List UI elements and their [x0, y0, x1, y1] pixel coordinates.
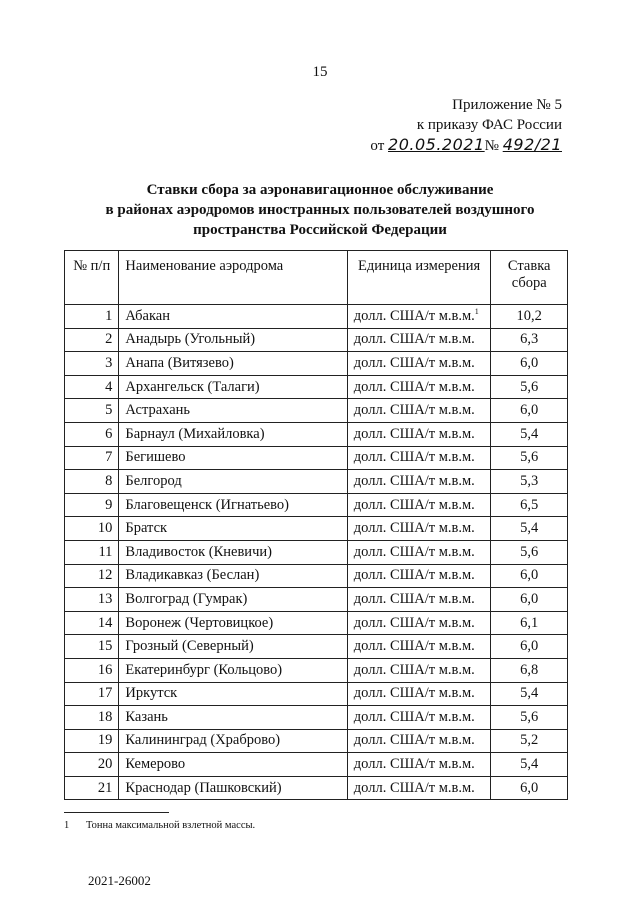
row-number-text: 9 [105, 496, 113, 513]
unit-text: долл. США/т м.в.м. [353, 732, 475, 749]
table-row [65, 446, 568, 470]
row-number-text: 20 [97, 756, 113, 773]
row-number-text: 4 [105, 378, 113, 395]
appendix-title: Приложение № 5 [452, 97, 562, 113]
row-number [65, 611, 119, 635]
rate [491, 540, 568, 564]
rate-text: 5,4 [520, 756, 539, 773]
aerodrome-name [119, 588, 347, 612]
aerodrome-name-text: Грозный (Северный) [125, 638, 254, 655]
rate [491, 658, 568, 682]
unit-text: долл. США/т м.в.м. [353, 354, 475, 371]
rate [491, 588, 568, 612]
unit [347, 493, 491, 517]
rate-text: 6,0 [520, 567, 539, 584]
table-row [65, 776, 568, 800]
rate-text: 6,0 [520, 590, 539, 607]
unit-text: долл. США/т м.в.м. [353, 449, 475, 466]
rate-text: 6,5 [520, 496, 539, 513]
unit [347, 729, 491, 753]
footnote-reference: 1 [474, 307, 479, 317]
aerodrome-name [119, 517, 347, 541]
unit [347, 375, 491, 399]
rate-text: 6,1 [520, 614, 539, 631]
row-number [65, 729, 119, 753]
unit-text: долл. США/т м.в.м. [353, 496, 475, 513]
rate [491, 635, 568, 659]
rate [491, 328, 568, 352]
handwritten-order-number: 492/21 [502, 135, 562, 154]
unit [347, 658, 491, 682]
aerodrome-name-text: Иркутск [125, 685, 178, 702]
date-prefix: от [370, 138, 385, 154]
document-code: 2021-26002 [88, 873, 151, 888]
rate-text: 6,0 [520, 402, 539, 419]
row-number [65, 776, 119, 800]
row-number [65, 470, 119, 494]
unit [347, 682, 491, 706]
header-rate: Ставка сбора [491, 251, 568, 305]
unit-text: долл. США/т м.в.м. [353, 543, 475, 560]
aerodrome-name [119, 729, 347, 753]
document-title [0, 180, 640, 240]
rate-text: 6,0 [520, 779, 539, 796]
rate [491, 517, 568, 541]
row-number [65, 564, 119, 588]
aerodrome-name [119, 753, 347, 777]
aerodrome-name [119, 446, 347, 470]
row-number [65, 588, 119, 612]
footnote-divider [64, 812, 169, 813]
appendix-date-number [342, 135, 562, 156]
page-number: 15 [312, 64, 328, 80]
rate [491, 776, 568, 800]
rate [491, 446, 568, 470]
unit-text: долл. США/т м.в.м. [353, 638, 475, 655]
unit-text: долл. США/т м.в.м. [353, 614, 475, 631]
rate [491, 753, 568, 777]
aerodrome-name [119, 658, 347, 682]
unit [347, 352, 491, 376]
aerodrome-name [119, 611, 347, 635]
table-row [65, 470, 568, 494]
row-number [65, 328, 119, 352]
row-number [65, 422, 119, 446]
row-number-text: 2 [105, 331, 113, 348]
aerodrome-name [119, 470, 347, 494]
aerodrome-name [119, 493, 347, 517]
rate [491, 422, 568, 446]
aerodrome-name-text: Калининград (Храброво) [125, 732, 281, 749]
aerodrome-name-text: Владивосток (Кневичи) [125, 543, 272, 560]
unit [347, 753, 491, 777]
aerodrome-name-text: Архангельск (Талаги) [125, 378, 260, 395]
rate [491, 682, 568, 706]
appendix-block [342, 95, 562, 156]
row-number [65, 352, 119, 376]
row-number-text: 10 [97, 520, 113, 537]
aerodrome-name [119, 706, 347, 730]
aerodrome-name-text: Белгород [125, 472, 182, 489]
aerodrome-name [119, 776, 347, 800]
unit-text: долл. США/т м.в.м. [353, 520, 475, 537]
row-number [65, 517, 119, 541]
footnote [64, 820, 255, 831]
rate [491, 375, 568, 399]
row-number [65, 375, 119, 399]
row-number-text: 18 [97, 708, 113, 725]
rate-text: 5,3 [520, 472, 539, 489]
rate-text: 5,6 [520, 543, 539, 560]
row-number-text: 15 [97, 638, 113, 655]
unit-text: долл. США/т м.в.м. [353, 425, 475, 442]
aerodrome-name-text: Волгоград (Гумрак) [125, 590, 248, 607]
rate-text: 5,6 [520, 708, 539, 725]
aerodrome-name-text: Кемерово [125, 756, 186, 773]
row-number-text: 14 [97, 614, 113, 631]
number-prefix: № [484, 138, 499, 154]
unit [347, 540, 491, 564]
rate-text: 6,3 [520, 331, 539, 348]
rates-table [64, 250, 568, 800]
aerodrome-name [119, 422, 347, 446]
row-number [65, 706, 119, 730]
unit-text: долл. США/т м.в.м. [353, 378, 475, 395]
row-number-text: 1 [105, 307, 113, 324]
unit [347, 776, 491, 800]
row-number [65, 446, 119, 470]
row-number-text: 13 [97, 590, 113, 607]
aerodrome-name-text: Казань [125, 708, 168, 725]
table-row [65, 399, 568, 423]
aerodrome-name [119, 352, 347, 376]
table-row [65, 540, 568, 564]
unit-text: долл. США/т м.в.м. [353, 308, 475, 325]
unit-text: долл. США/т м.в.м. [353, 685, 475, 702]
unit [347, 588, 491, 612]
unit-text: долл. США/т м.в.м. [353, 402, 475, 419]
aerodrome-name-text: Анапа (Витязево) [125, 354, 234, 371]
unit [347, 305, 491, 329]
row-number [65, 682, 119, 706]
row-number [65, 399, 119, 423]
table-row [65, 493, 568, 517]
unit [347, 422, 491, 446]
table-row [65, 305, 568, 329]
unit [347, 564, 491, 588]
aerodrome-name-text: Барнаул (Михайловка) [125, 425, 265, 442]
row-number [65, 493, 119, 517]
aerodrome-name-text: Бегишево [125, 449, 186, 466]
unit [347, 446, 491, 470]
rate-text: 5,6 [520, 378, 539, 395]
aerodrome-name-text: Братск [125, 520, 168, 537]
table-row [65, 328, 568, 352]
title-line-3: пространства Российской Федерации [193, 222, 447, 238]
aerodrome-name [119, 540, 347, 564]
table-row [65, 658, 568, 682]
rate [491, 470, 568, 494]
aerodrome-name-text: Абакан [125, 307, 170, 324]
rate-text: 6,0 [520, 354, 539, 371]
unit [347, 399, 491, 423]
aerodrome-name [119, 399, 347, 423]
table-row [65, 682, 568, 706]
table-row [65, 517, 568, 541]
title-line-2: в районах аэродромов иностранных пользователей воздушного [105, 202, 535, 218]
unit [347, 611, 491, 635]
rate [491, 305, 568, 329]
table-row [65, 635, 568, 659]
table-row [65, 422, 568, 446]
table-header-row [65, 251, 568, 305]
unit-text: долл. США/т м.в.м. [353, 756, 475, 773]
rate [491, 706, 568, 730]
handwritten-date: 20.05.2021 [388, 135, 485, 154]
rate-text: 6,8 [520, 661, 539, 678]
row-number-text: 7 [105, 449, 113, 466]
rate-text: 5,4 [520, 520, 539, 537]
rate [491, 729, 568, 753]
row-number [65, 753, 119, 777]
row-number-text: 5 [105, 402, 113, 419]
row-number-text: 8 [105, 472, 113, 489]
row-number-text: 19 [97, 732, 113, 749]
unit [347, 706, 491, 730]
appendix-order-ref: к приказу ФАС России [416, 117, 562, 133]
rate [491, 611, 568, 635]
row-number-text: 11 [98, 543, 113, 560]
rates-table-body [65, 305, 568, 800]
row-number-text: 6 [105, 425, 113, 442]
unit-text: долл. США/т м.в.м. [353, 779, 475, 796]
table-row [65, 352, 568, 376]
aerodrome-name [119, 305, 347, 329]
rate [491, 399, 568, 423]
rate [491, 564, 568, 588]
table-row [65, 588, 568, 612]
row-number-text: 3 [105, 354, 113, 371]
rate-text: 5,6 [520, 449, 539, 466]
row-number-text: 16 [97, 661, 113, 678]
unit [347, 635, 491, 659]
table-row [65, 706, 568, 730]
aerodrome-name [119, 328, 347, 352]
header-number: № п/п [65, 251, 119, 305]
unit-text: долл. США/т м.в.м. [353, 661, 475, 678]
aerodrome-name [119, 564, 347, 588]
footnote-text: Тонна максимальной взлетной массы. [86, 820, 256, 831]
rate-text: 5,4 [520, 685, 539, 702]
aerodrome-name [119, 375, 347, 399]
aerodrome-name [119, 635, 347, 659]
aerodrome-name-text: Астрахань [125, 402, 191, 419]
rate-text: 6,0 [520, 638, 539, 655]
row-number-text: 21 [97, 779, 113, 796]
unit [347, 470, 491, 494]
header-unit: Единица измерения [347, 251, 491, 305]
aerodrome-name-text: Екатеринбург (Кольцово) [125, 661, 283, 678]
rate-text: 5,4 [520, 425, 539, 442]
unit-text: долл. США/т м.в.м. [353, 567, 475, 584]
unit-text: долл. США/т м.в.м. [353, 331, 475, 348]
table-row [65, 611, 568, 635]
aerodrome-name-text: Анадырь (Угольный) [125, 331, 256, 348]
unit-text: долл. США/т м.в.м. [353, 472, 475, 489]
aerodrome-name-text: Воронеж (Чертовицкое) [125, 614, 274, 631]
row-number-text: 17 [97, 685, 113, 702]
title-line-1: Ставки сбора за аэронавигационное обслуживание [146, 182, 494, 198]
rate-text: 5,2 [520, 732, 539, 749]
rate-text: 10,2 [516, 307, 542, 324]
table-row [65, 564, 568, 588]
aerodrome-name-text: Краснодар (Пашковский) [125, 779, 282, 796]
rate [491, 493, 568, 517]
table-row [65, 375, 568, 399]
unit-text: долл. США/т м.в.м. [353, 590, 475, 607]
unit-text: долл. США/т м.в.м. [353, 708, 475, 725]
table-row [65, 729, 568, 753]
aerodrome-name-text: Благовещенск (Игнатьево) [125, 496, 290, 513]
aerodrome-name [119, 682, 347, 706]
row-number [65, 658, 119, 682]
unit [347, 328, 491, 352]
unit [347, 517, 491, 541]
row-number-text: 12 [97, 567, 113, 584]
row-number [65, 635, 119, 659]
table-row [65, 753, 568, 777]
header-aerodrome-name: Наименование аэродрома [119, 251, 347, 305]
row-number [65, 305, 119, 329]
aerodrome-name-text: Владикавказ (Беслан) [125, 567, 260, 584]
rate [491, 352, 568, 376]
row-number [65, 540, 119, 564]
footnote-mark: 1 [64, 820, 70, 831]
